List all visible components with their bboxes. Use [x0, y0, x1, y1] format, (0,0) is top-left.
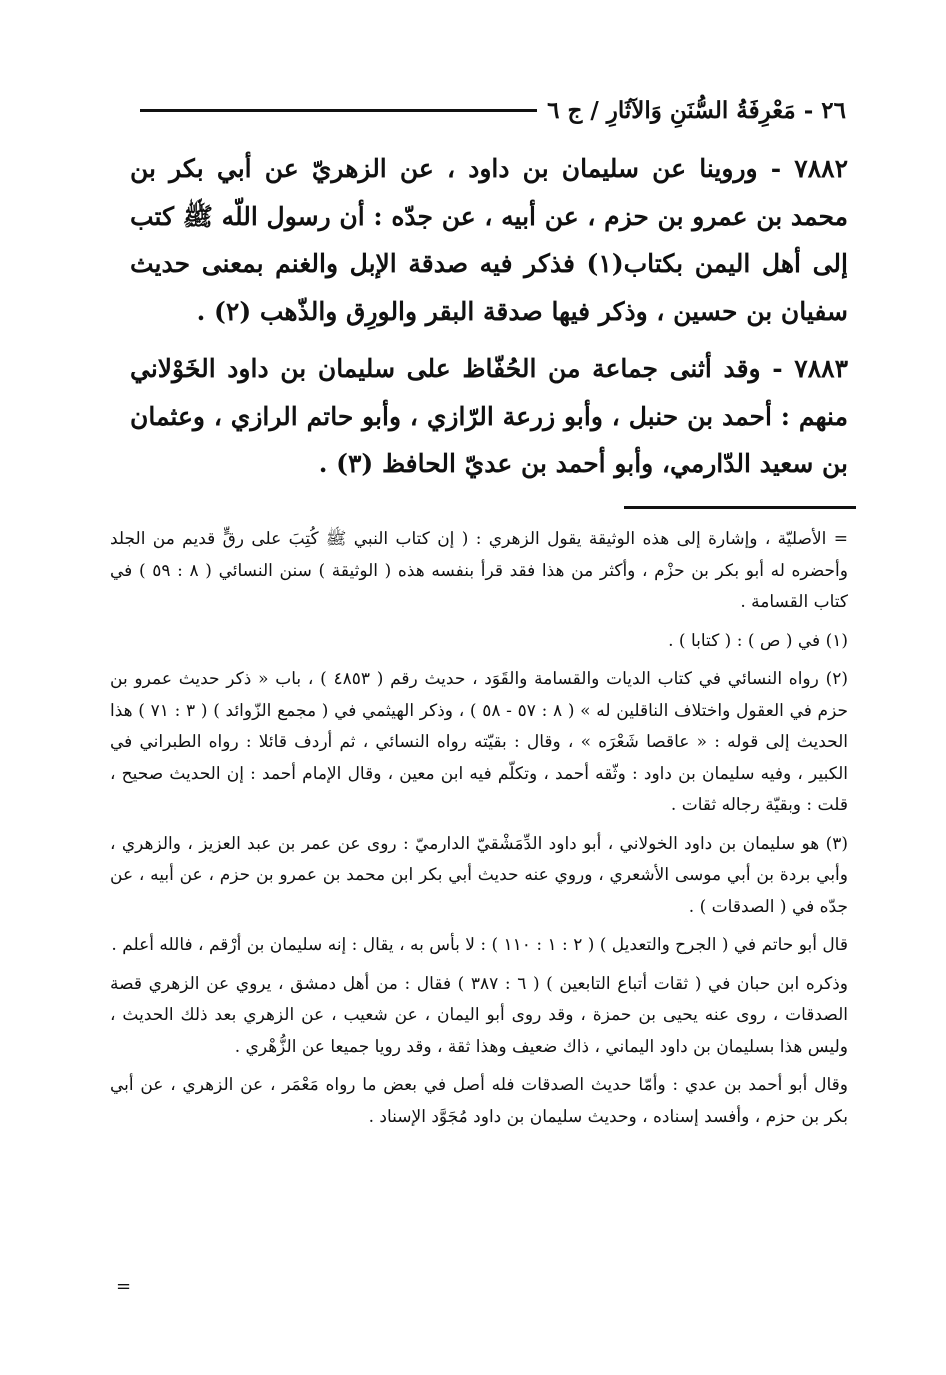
- footnote-1: (١) في ( ص ) : ( كتابا ) .: [668, 630, 848, 651]
- hadith-7883: ٧٨٨٣ - وقد أثنى جماعة من الحُفّاظ على سليمان بن داود الخَوْلاني منهم : أحمد بن حنبل ، وأبو زرعة الرّازي ، وأبو حاتم الرازي ، وعثمان بن سعيد الدّارمي، وأبو أحمد بن عديّ الحافظ (٣) .: [130, 354, 848, 478]
- footnotes: [110, 524, 848, 1140]
- header-rule: [140, 109, 537, 112]
- footnote-3-ibn-hibban: وذكره ابن حبان في ( ثقات أتباع التابعين ) ( ٦ : ٣٨٧ ) فقال : من أهل دمشق ، يروي عن الزهري قصة الصدقات ، روى عنه يحيى بن حمزة ، وقد روى أبو اليمان ، عن شعيب ، عن الزهري بعد ذلك الحديث ، وليس هذا بسليمان بن داود اليماني ، ذاك ضعيف وهذا ثقة ، وقد رويا جميعا عن الزُّهْري .: [110, 973, 848, 1057]
- page-header: [140, 92, 846, 128]
- footnote-3: (٣) هو سليمان بن داود الخولاني ، أبو داود الدِّمَشْقيّ الدارميّ : روى عن عمر بن عبد العزيز ، والزهري ، وأبي بردة بن أبي موسى الأشعري ، وروي عنه حديث أبي بكر ابن محمد بن عمرو بن حزم ، عن أبيه ، عن جدّه في ( الصدقات ) .: [110, 833, 848, 917]
- footnote-continuation: = الأصليّة ، وإشارة إلى هذه الوثيقة يقول الزهري : ( إن كتاب النبي ﷺ كُتِبَ على رقٍّ قديم من الجلد وأحضره له أبو بكر بن حزْم ، وأكثر من هذا فقد قرأ بنفسه هذه ( الوثيقة ) سنن النسائي ( ٨ : ٥٩ ) في كتاب القسامة .: [110, 529, 848, 612]
- running-title: ٢٦ - مَعْرِفَةُ السُّنَنِ وَالآثَارِ / ج ٦: [547, 96, 846, 124]
- main-text: [130, 145, 848, 498]
- hadith-7882: ٧٨٨٢ - وروينا عن سليمان بن داود ، عن الزهريّ عن أبي بكر بن محمد بن عمرو بن حزم ، عن أبيه ، عن جدّه : أن رسول اللّه ﷺ كتب إلى أهل اليمن بكتاب(١) فذكر فيه صدقة الإبل والغنم بمعنى حديث سفيان بن حسين ، وذكر فيها صدقة البقر والورِق والذّهب (٢) .: [130, 154, 848, 326]
- footnote-3-ibn-adi: وقال أبو أحمد بن عدي : وأمّا حديث الصدقات فله أصل في بعض ما رواه مَعْمَر ، عن الزهري ، عن أبي بكر بن حزم ، وأفسد إسناده ، وحديث سليمان بن داود مُجَوَّد الإسناد .: [110, 1075, 848, 1127]
- footnote-3-abu-hatim: قال أبو حاتم في ( الجرح والتعديل ) ( ٢ : ١ : ١١٠ ) : لا بأس به ، يقال : إنه سليمان بن أرْقم ، فالله أعلم .: [111, 935, 848, 955]
- footnote-separator: [624, 506, 856, 509]
- footnote-2: (٢) رواه النسائي في كتاب الديات والقسامة والقَوَد ، حديث رقم ( ٤٨٥٣ ) ، باب « ذكر حديث عمرو بن حزم في العقول واختلاف الناقلين له » ( ٨ : ٥٧ - ٥٨ ) ، وذكر الهيثمي في ( مجمع الزّوائد ) ( ٣ : ٧١ ) هذا الحديث إلى قوله : « عاقصا شَعْرَه » ، وقال : بقيّته رواه النسائي ، ثم أردف قائلا : رواه الطبراني في الكبير ، وفيه سليمان بن داود : وثّقه أحمد ، وتكلّم فيه ابن معين ، وقال الإمام أحمد : إن الحديث صحيح ، قلت : وبقيّة رجاله ثقات .: [110, 669, 848, 815]
- continuation-mark: =: [116, 1276, 132, 1297]
